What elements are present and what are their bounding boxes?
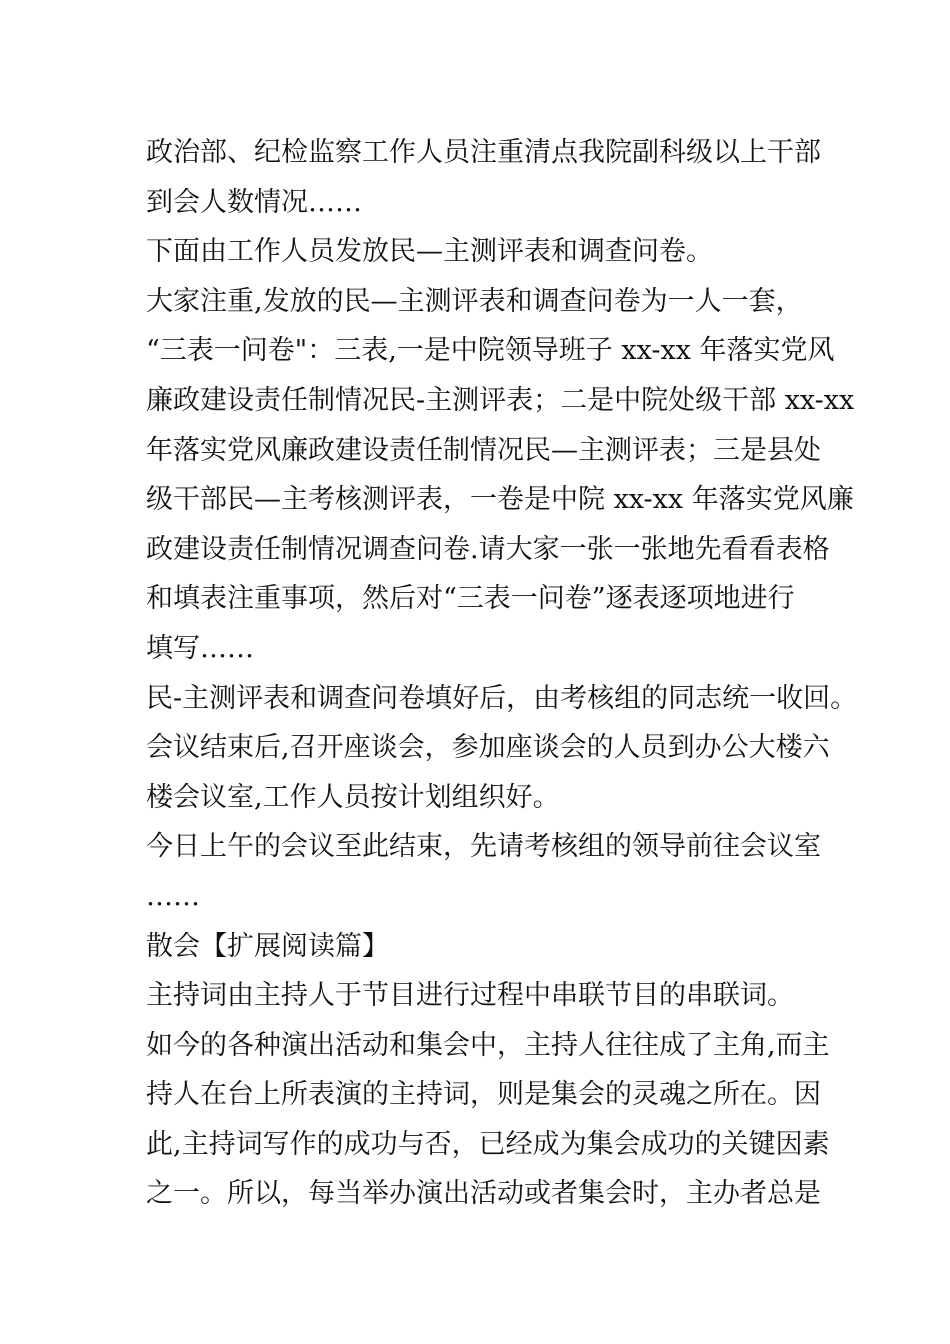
text-line: 之一。所以，每当举办演出活动或者集会时，主办者总是	[146, 1178, 821, 1210]
text-line: 到会人数情况……	[146, 186, 362, 218]
text-line: “三表一问卷"：三表,一是中院领导班子 xx-xx 年落实党风	[146, 335, 835, 367]
text-line: 级干部民—主考核测评表，一卷是中院 xx-xx 年落实党风廉	[146, 484, 854, 516]
text-line: 持人在台上所表演的主持词，则是集会的灵魂之所在。因	[146, 1079, 821, 1111]
text-line: 主持词由主持人于节目进行过程中串联节目的串联词。	[146, 980, 794, 1012]
document-body	[146, 128, 858, 1219]
text-line: 民-主测评表和调查问卷填好后，由考核组的同志统一收回。	[146, 682, 858, 714]
text-line: 填写……	[146, 632, 254, 664]
text-line: 会议结束后,召开座谈会，参加座谈会的人员到办公大楼六	[146, 732, 830, 764]
text-line: 此,主持词写作的成功与否，已经成为集会成功的关键因素	[146, 1128, 830, 1160]
text-line: 大家注重,发放的民—主测评表和调查问卷为一人一套，	[146, 285, 803, 317]
text-line: 下面由工作人员发放民—主测评表和调查问卷。	[146, 236, 713, 268]
section-heading: 散会【扩展阅读篇】	[146, 930, 389, 962]
text-line: 今日上午的会议至此结束，先请考核组的领导前往会议室	[146, 831, 821, 863]
text-line: 楼会议室,工作人员按计划组织好。	[146, 781, 560, 813]
text-line: 和填表注重事项，然后对“三表一问卷”逐表逐项地进行	[146, 583, 795, 615]
text-line: 政治部、纪检监察工作人员注重清点我院副科级以上干部	[146, 137, 821, 168]
text-line: 廉政建设责任制情况民-主测评表；二是中院处级干部 xx-xx	[146, 384, 855, 416]
text-line: ……	[146, 880, 200, 912]
text-line: 政建设责任制情况调查问卷.请大家一张一张地先看看表格	[146, 533, 830, 565]
text-line: 年落实党风廉政建设责任制情况民—主测评表；三是县处	[146, 434, 821, 466]
text-line: 如今的各种演出活动和集会中，主持人往往成了主角,而主	[146, 1029, 830, 1061]
